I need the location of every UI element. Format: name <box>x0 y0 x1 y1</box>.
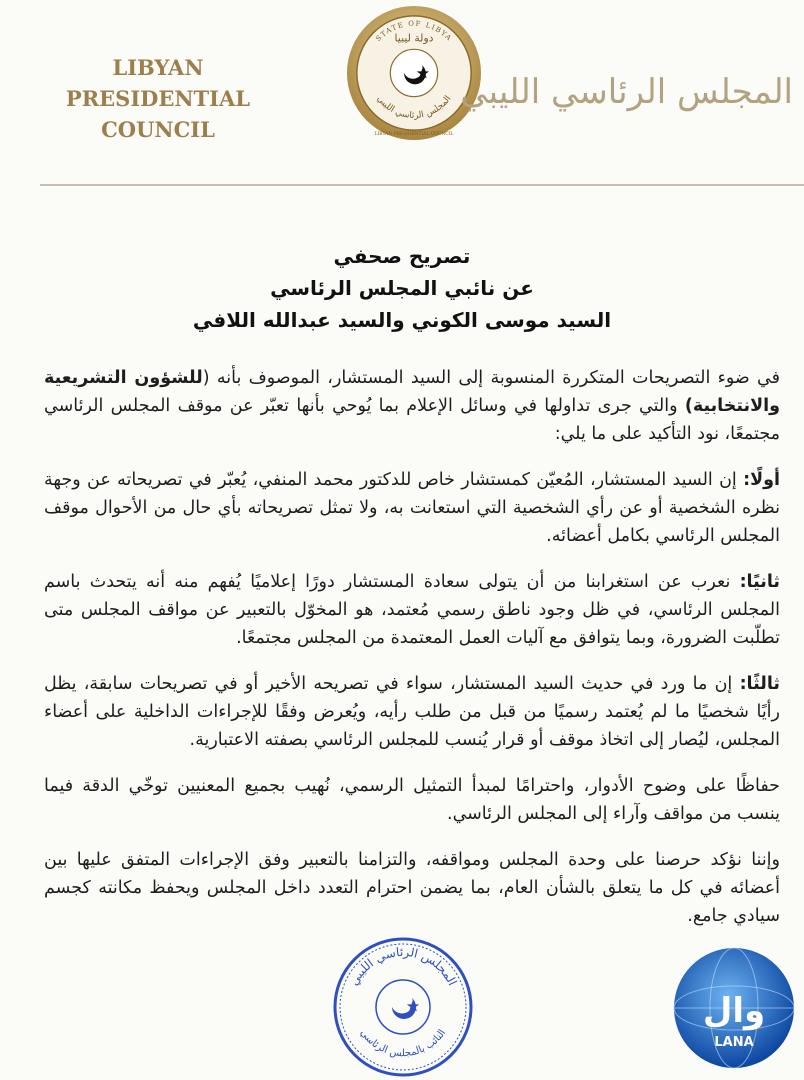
closing-paragraph: وإننا نؤكد حرصنا على وحدة المجلس ومواقفه، والتزامنا بالتعبير وفق الإجراءات المتفق عليها بين أعضائه في كل ما يتعلق بالشأن العام، بما يضمن احترام التعدد داخل المجلس ويحفظ مكانته كجسم سيادي جامع. <box>44 850 780 926</box>
stamp-top-text: المجلس الرئاسي الليبي <box>346 944 460 988</box>
header-divider <box>40 184 804 186</box>
seal-emblem <box>390 49 437 96</box>
seal-inner-text2: المجلس الرئاسي الليبي <box>374 93 454 121</box>
arabic-council-name: المجلس الرئاسي الليبي <box>460 72 793 112</box>
first-point-paragraph: أولًا: إن السيد المستشار، المُعيّن كمستشار خاص للدكتور محمد المنفي، يُعبّر في تصريحاته عن وجهة نظره الشخصية أو عن رأي الشخصية التي استعانت به، ولا تمثل تصريحاته بأي حال من الأحوال موقف المجلس الرئاسي بكامل أعضائه. <box>44 470 780 546</box>
seal-bottom-text: LIBYAN PRESIDENTIAL COUNCIL <box>374 132 454 138</box>
vice-president-stamp <box>332 936 474 1078</box>
statement-body <box>44 364 780 948</box>
title-line-1: تصريح صحفي <box>333 244 471 268</box>
letterhead <box>0 0 804 190</box>
lana-arabic-logo: وال <box>702 991 766 1031</box>
fourth-paragraph: حفاظًا على وضوح الأدوار، واحترامًا لمبدأ التمثيل الرسمي، نُهيب بجميع المعنيين توخّي الدقة فيما ينسب من مواقف وآراء إلى المجلس الرئاسي. <box>44 776 780 824</box>
third-point-paragraph: ثالثًا: إن ما ورد في حديث السيد المستشار، سواء في تصريحه الأخير أو في تصريحات سابقة، يظل رأيًا شخصيًا ما لم يُعتمد رسميًا من قبل من طلب رأيه، ويُعرض وفقًا للإجراءات الداخلية على أعضاء المجلس، ليُصار إلى اتخاذ موقف أو قرار يُنسب للمجلس الرئاسي بصفته الاعتبارية. <box>44 674 780 750</box>
seal-outer-text: STATE OF LIBYA <box>374 19 454 43</box>
stamp-bottom-text: النائب بالمجلس الرئاسي <box>357 1027 449 1060</box>
seal-inner-text: دولة ليبيا <box>394 31 434 45</box>
lana-latin-logo: LANA <box>714 1035 754 1050</box>
english-council-name: LIBYAN PRESIDENTIAL COUNCIL <box>65 55 251 142</box>
intro-paragraph: في ضوء التصريحات المتكررة المنسوبة إلى السيد المستشار، الموصوف بأنه (للشؤون التشريعية والانتخابية) والتي جرى تداولها في وسائل الإعلام بما يُوحي بأنها تعبّر عن موقف المجلس الرئاسي مجتمعًا، نود التأكيد على ما يلي: <box>44 368 780 444</box>
title-line-2: عن نائبي المجلس الرئاسي <box>270 276 534 300</box>
second-point-paragraph: ثانيًا: نعرب عن استغرابنا من أن يتولى سعادة المستشار دورًا إعلاميًا يُفهم منه أنه يتحدث باسم المجلس الرئاسي، في ظل وجود ناطق رسمي مُعتمد، هو المخوّل بالتعبير عن مواقف المجلس متى تطلّبت الضرورة، وبما يتوافق مع آليات العمل المعتمدة من المجلس مجتمعًا. <box>44 572 780 648</box>
lana-watermark <box>672 946 796 1070</box>
title-line-3: السيد موسى الكوني والسيد عبدالله اللافي <box>192 308 612 332</box>
stamp-inner-ring <box>376 980 430 1034</box>
statement-title <box>0 240 804 336</box>
